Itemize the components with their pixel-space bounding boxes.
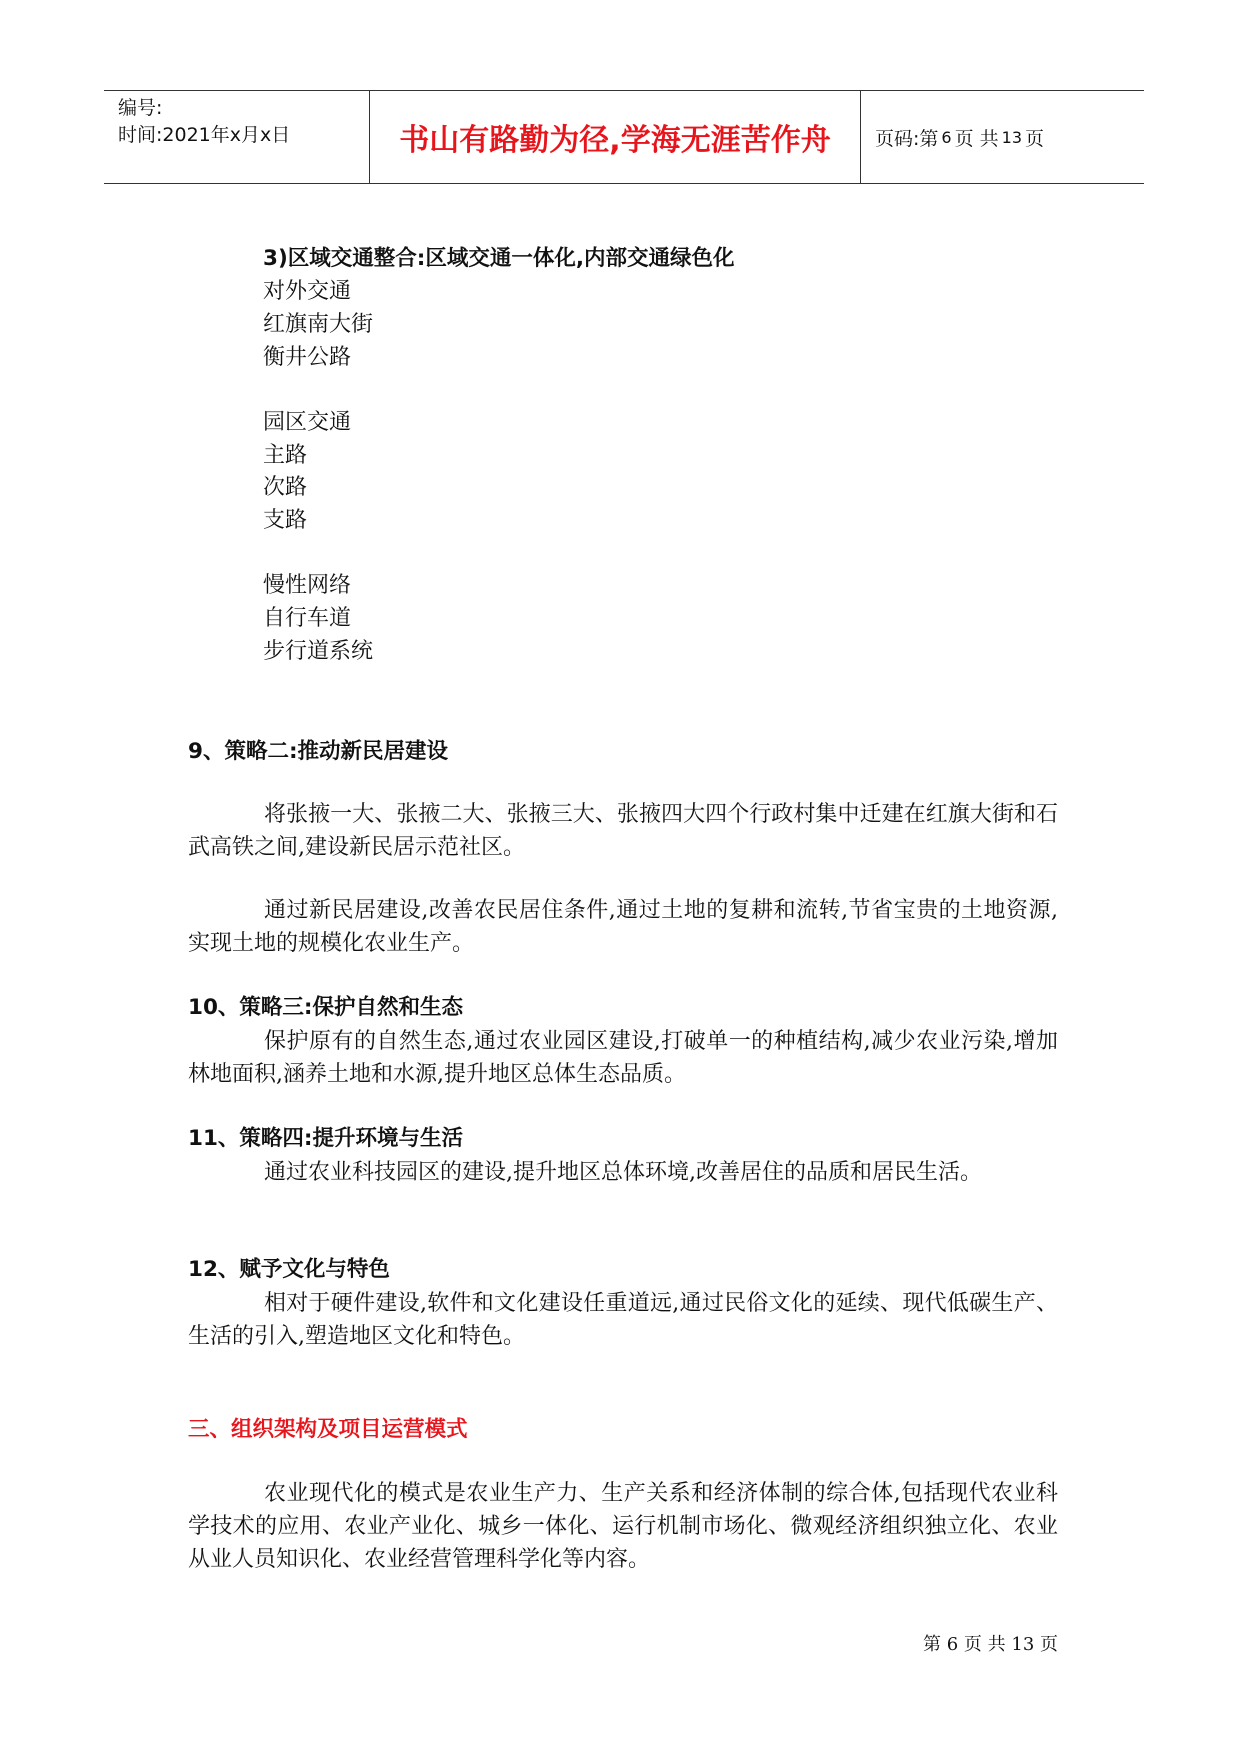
section-3-title: 三、组织架构及项目运营模式 bbox=[188, 1417, 468, 1442]
section-10-title: 10、策略三:保护自然和生态 bbox=[188, 995, 464, 1020]
list-item: 衡井公路 bbox=[263, 345, 352, 370]
page-header bbox=[104, 90, 1144, 184]
section-9-paragraph-1: 将张掖一大、张掖二大、张掖三大、张掖四大四个行政村集中迁建在红旗大街和石武高铁之间,建设新民居示范社区。 bbox=[188, 802, 1058, 860]
section-12-paragraph: 相对于硬件建设,软件和文化建设任重道远,通过民俗文化的延续、现代低碳生产、生活的引入,塑造地区文化和特色。 bbox=[188, 1291, 1058, 1349]
time-label: 时间:2021年x月x日 bbox=[118, 124, 291, 146]
section-9-title: 9、策略二:推动新民居建设 bbox=[188, 739, 449, 764]
header-page-info bbox=[861, 91, 1144, 183]
list-item: 自行车道 bbox=[263, 606, 352, 631]
page-total: 13 bbox=[1001, 127, 1022, 147]
page-footer: 第 6 页 共 13 页 bbox=[923, 1634, 1058, 1655]
list-item: 园区交通 bbox=[263, 410, 352, 435]
page-prefix: 页码:第 bbox=[875, 127, 939, 150]
section-3-paragraph: 农业现代化的模式是农业生产力、生产关系和经济体制的综合体,包括现代农业科学技术的应用、农业产业化、城乡一体化、运行机制市场化、微观经济组织独立化、农业从业人员知识化、农业经营管理科学化等内容。 bbox=[188, 1481, 1058, 1572]
page-suffix: 页 bbox=[1025, 127, 1045, 150]
list-item: 主路 bbox=[263, 443, 308, 468]
section-10-paragraph: 保护原有的自然生态,通过农业园区建设,打破单一的种植结构,减少农业污染,增加林地面积,涵养土地和水源,提升地区总体生态品质。 bbox=[188, 1029, 1058, 1087]
section-11-title: 11、策略四:提升环境与生活 bbox=[188, 1126, 464, 1151]
section-12-title: 12、赋予文化与特色 bbox=[188, 1257, 390, 1282]
header-left-cell bbox=[104, 91, 369, 183]
section-11-paragraph: 通过农业科技园区的建设,提升地区总体环境,改善居住的品质和居民生活。 bbox=[264, 1160, 982, 1185]
list-item: 次路 bbox=[263, 475, 308, 500]
header-motto: 书山有路勤为径,学海无涯苦作舟 bbox=[369, 91, 861, 183]
page-mid: 页 共 bbox=[954, 127, 999, 150]
section-9-paragraph-2: 通过新民居建设,改善农民居住条件,通过土地的复耕和流转,节省宝贵的土地资源,实现土地的规模化农业生产。 bbox=[188, 898, 1058, 956]
traffic-title: 3)区域交通整合:区域交通一体化,内部交通绿色化 bbox=[263, 246, 735, 271]
serial-label: 编号: bbox=[118, 97, 163, 119]
page-number: 6 bbox=[941, 127, 952, 147]
list-item: 慢性网络 bbox=[263, 573, 352, 598]
list-item: 对外交通 bbox=[263, 279, 352, 304]
list-item: 支路 bbox=[263, 508, 308, 533]
list-item: 步行道系统 bbox=[263, 639, 374, 664]
list-item: 红旗南大街 bbox=[263, 312, 374, 337]
